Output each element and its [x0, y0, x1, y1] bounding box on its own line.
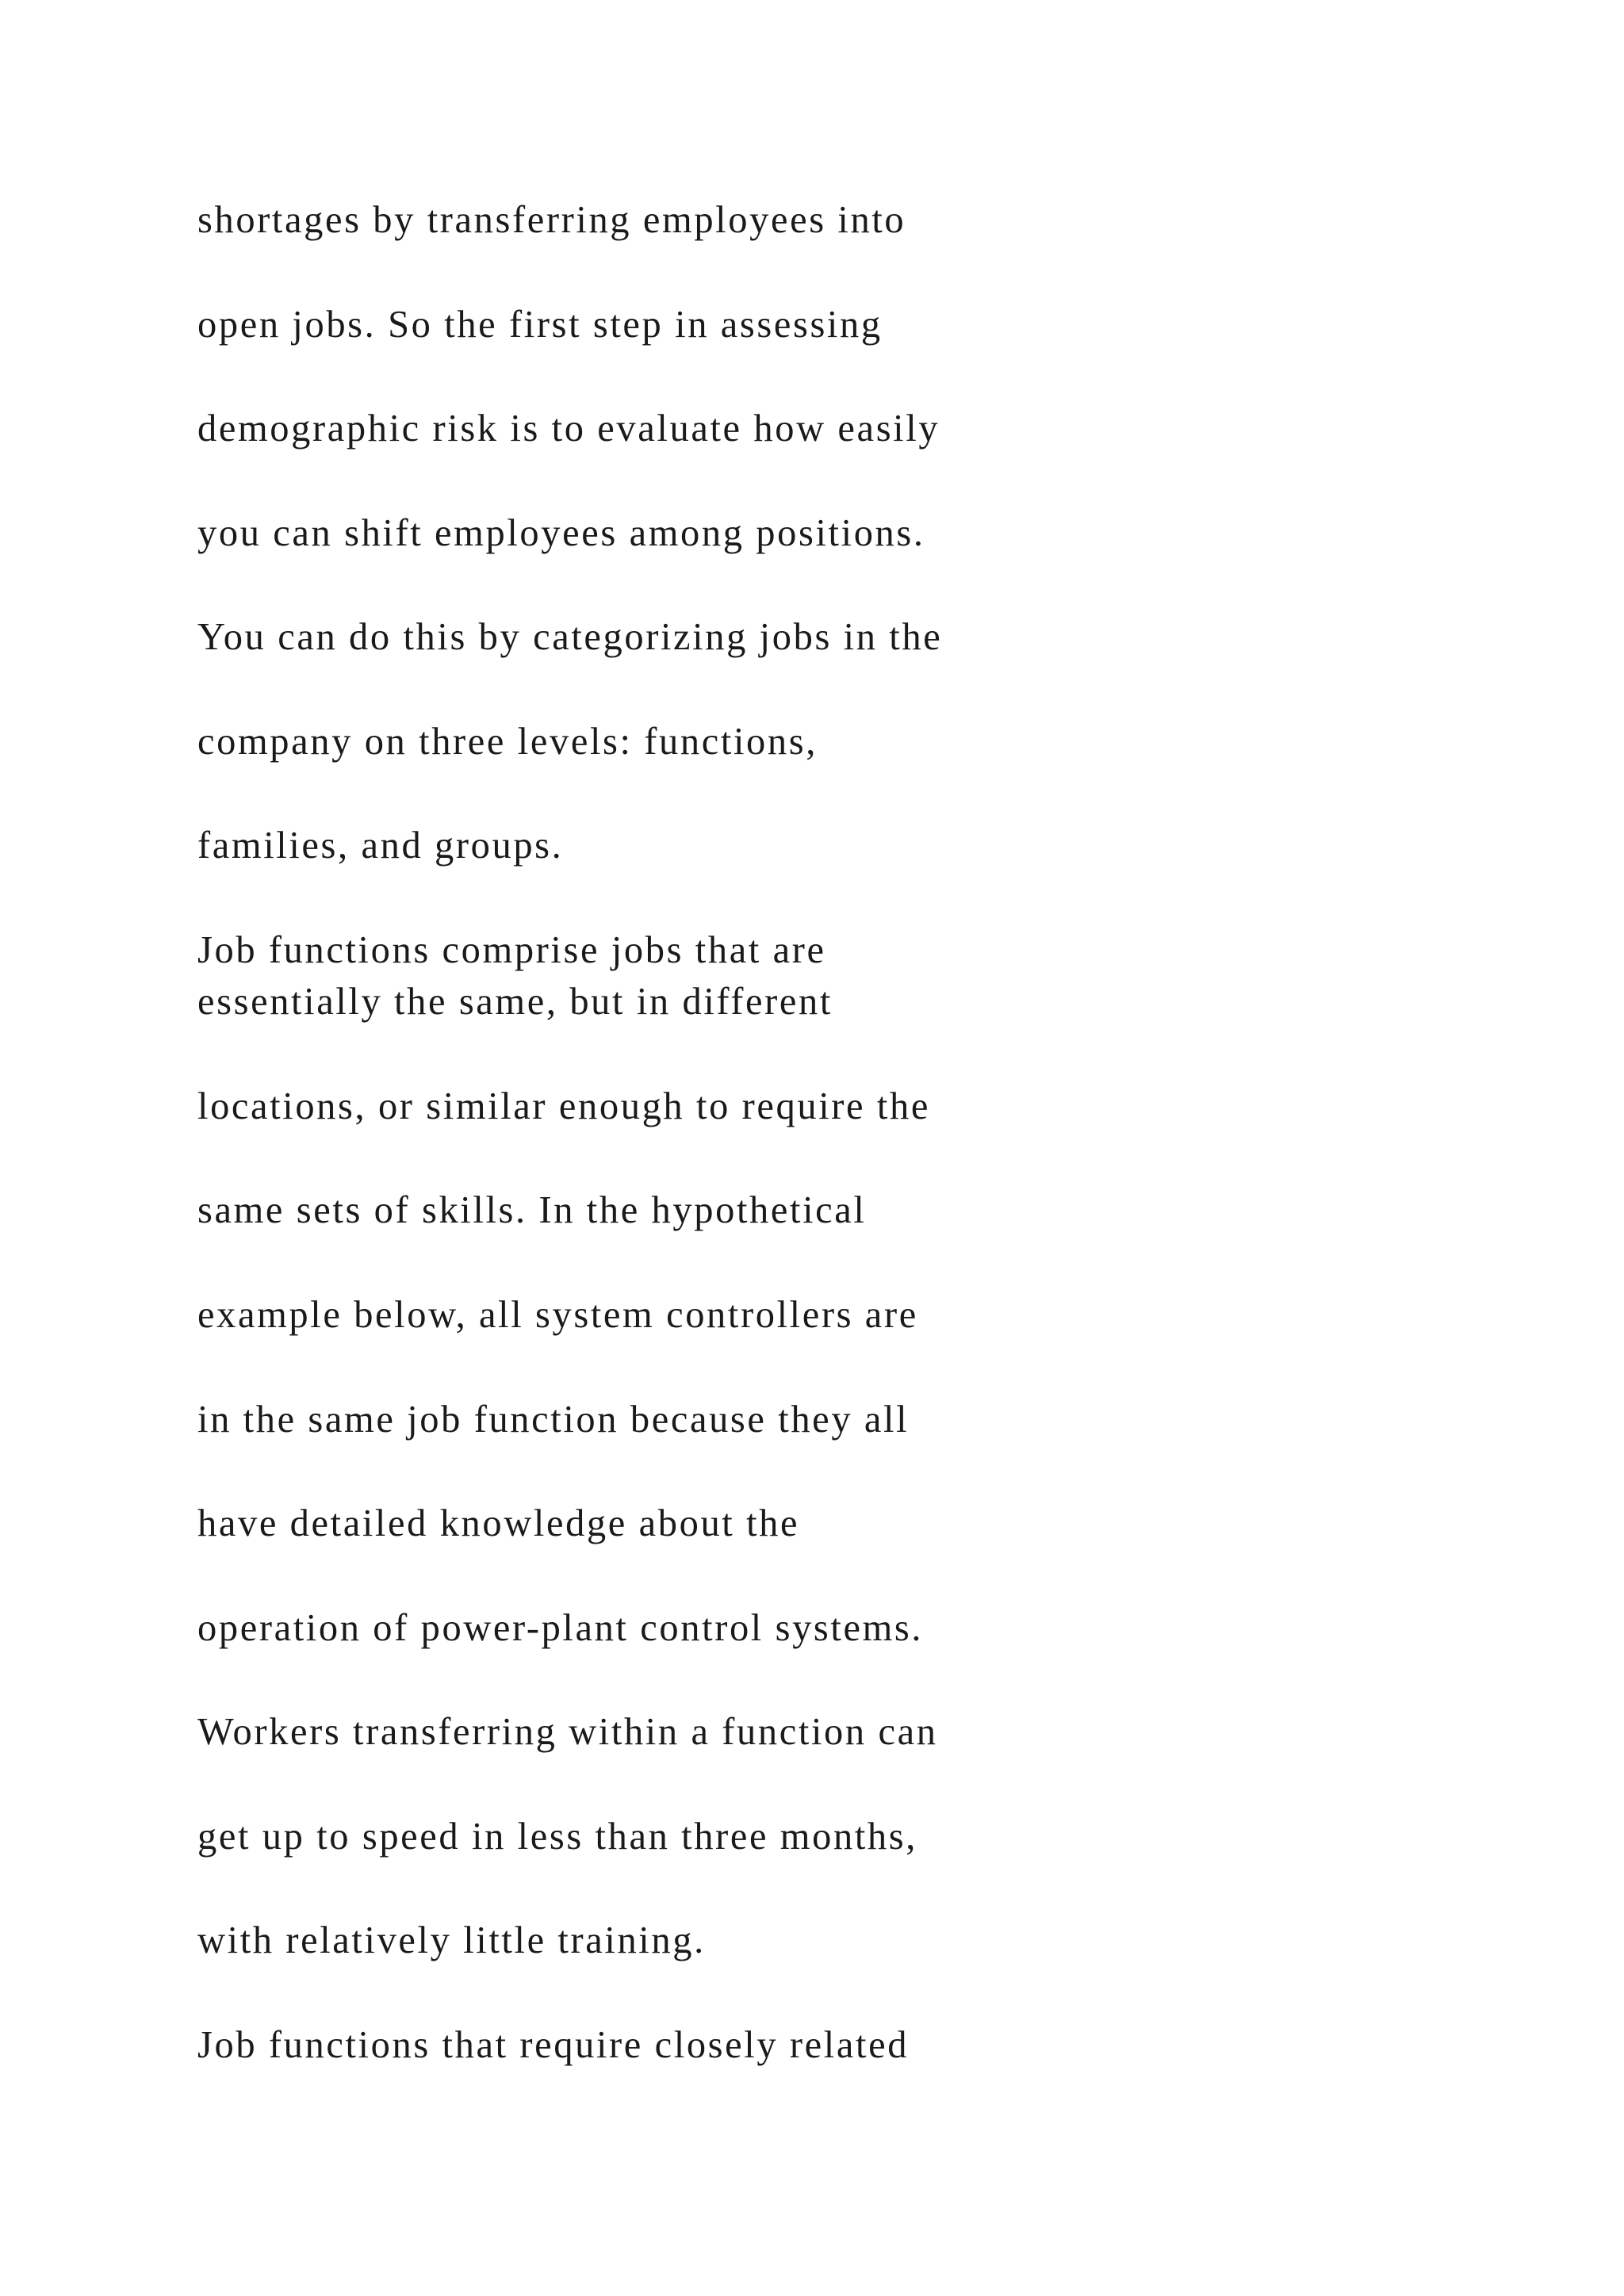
text-line: shortages by transferring employees into — [197, 199, 906, 241]
text-line: Workers transferring within a function can — [197, 1711, 938, 1753]
text-line: Job functions that require closely related — [197, 2024, 910, 2066]
text-line: open jobs. So the first step in assessing — [197, 304, 883, 346]
text-line: operation of power-plant control systems. — [197, 1607, 924, 1649]
text-line: company on three levels: functions, — [197, 721, 818, 763]
text-line: get up to speed in less than three months, — [197, 1816, 917, 1858]
text-line: same sets of skills. In the hypothetical — [197, 1189, 867, 1231]
text-line: with relatively little training. — [197, 1919, 706, 1961]
text-line: locations, or similar enough to require the — [197, 1085, 930, 1127]
text-line: families, and groups. — [197, 825, 564, 867]
text-line: example below, all system controllers are — [197, 1294, 918, 1336]
text-line: demographic risk is to evaluate how easily — [197, 408, 940, 450]
text-line: Job functions comprise jobs that are — [197, 929, 826, 971]
text-line: in the same job function because they all — [197, 1399, 910, 1441]
text-line: you can shift employees among positions. — [197, 512, 925, 554]
text-line: You can do this by categorizing jobs in the — [197, 616, 943, 658]
text-line: essentially the same, but in different — [197, 981, 833, 1023]
text-line: have detailed knowledge about the — [197, 1502, 800, 1544]
